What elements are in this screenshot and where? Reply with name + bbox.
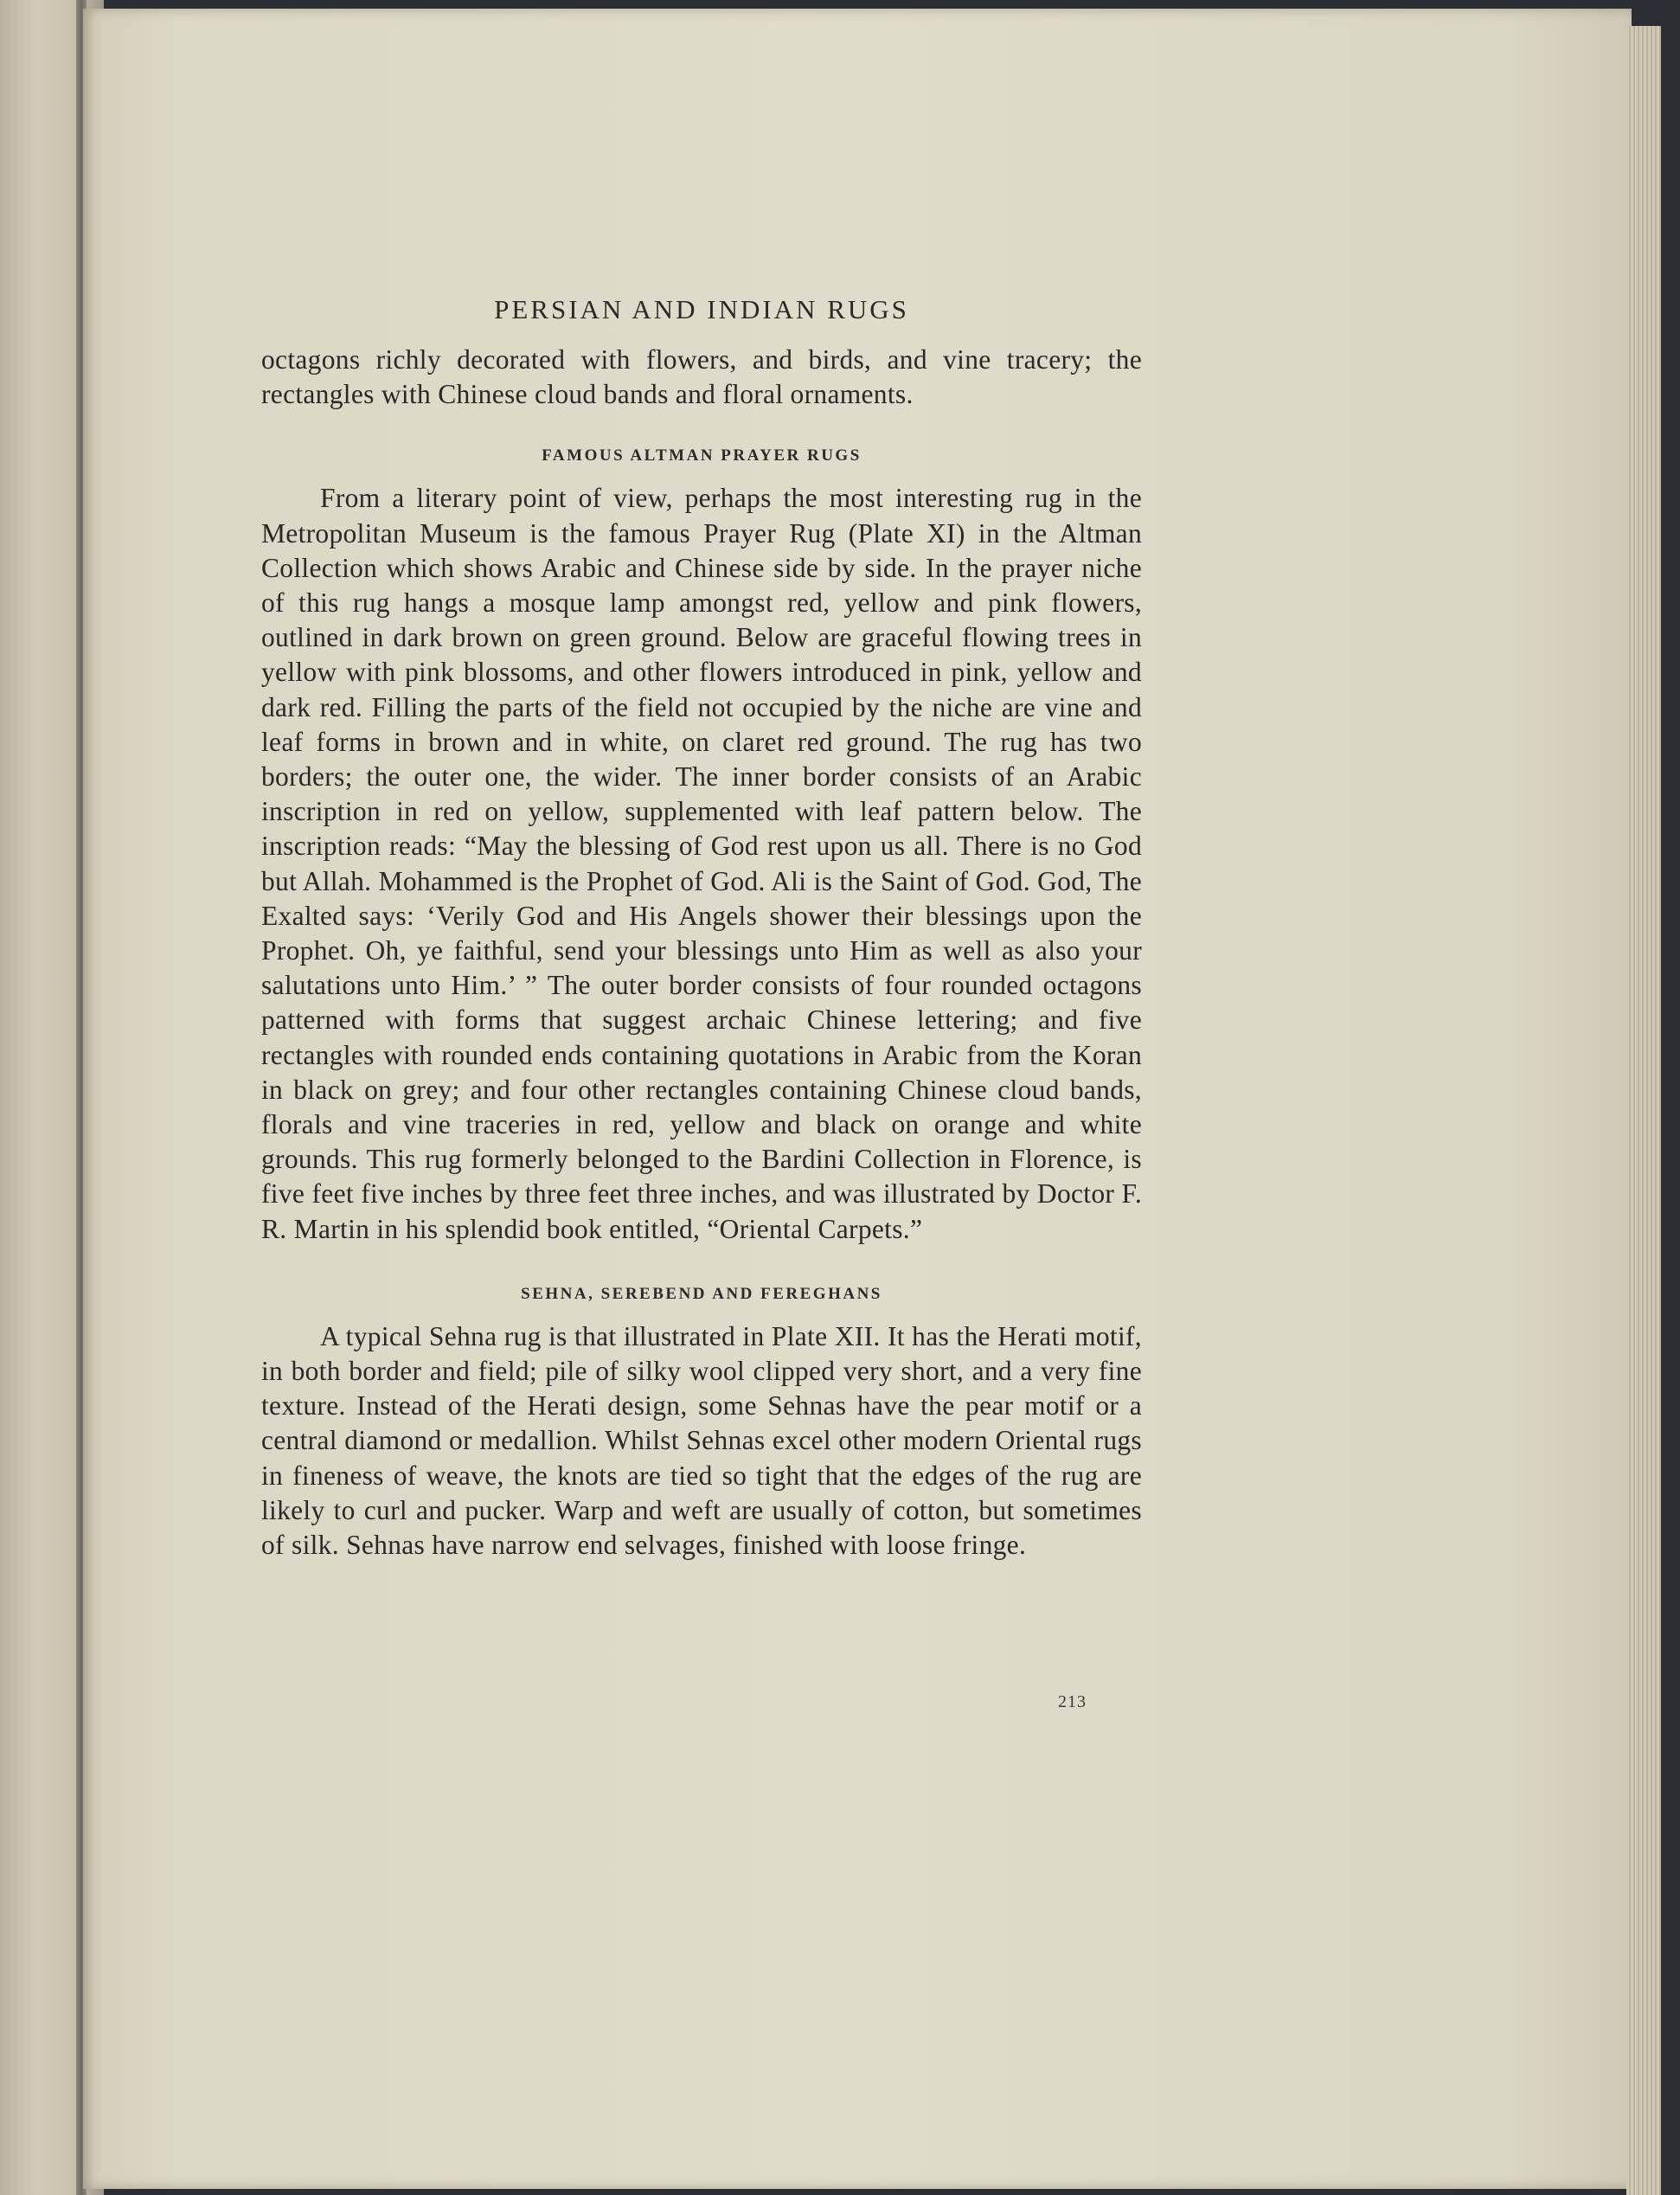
section-heading-altman: FAMOUS ALTMAN PRAYER RUGS: [542, 446, 862, 465]
running-head: PERSIAN AND INDIAN RUGS: [494, 294, 909, 324]
section-heading-sehna: SEHNA, SEREBEND AND FEREGHANS: [521, 1284, 882, 1303]
paragraph-sehna: A typical Sehna rug is that illustrated in Plate XII. It has the Herati motif, in both border and field; pile of silky wool clipped very short, and a very fine texture. Instead of the Herati design, some Sehnas have the pear motif or a central diamond or medallion. Whilst Sehnas excel other modern Oriental rugs in fineness of weave, the knots are tied so tight that the edges of the rug are likely to curl and pucker. Warp and weft are usually of cotton, but sometimes of silk. Sehnas have narrow end selvages, finished with loose fringe.: [261, 1320, 1142, 1561]
opening-paragraph: octagons richly decorated with flowers, and birds, and vine tracery; the rectangles with Chinese cloud bands and floral ornaments.: [261, 344, 1142, 410]
paragraph-altman-prayer-rug: From a literary point of view, perhaps the most interesting rug in the Metropolitan Museum is the famous Prayer Rug (Plate XI) in the Altman Collection which shows Arabic and Chinese side by side. In the prayer niche of this rug hangs a mosque lamp amongst red, yellow and pink flowers, outlined in dark brown on green ground. Below are graceful flowing trees in yellow with pink blossoms, and other flowers introduced in pink, yellow and dark red. Filling the parts of the field not occupied by the niche are vine and leaf forms in brown and in white, on claret red ground. The rug has two borders; the outer one, the wider. The inner border consists of an Arabic inscription in red on yellow, supplemented with leaf pattern below. The inscription reads: “May the blessing of God rest upon us all. There is no God but Allah. Mohammed is the Prophet of God. Ali is the Saint of God. God, The Exalted says: ‘Verily God and His Angels shower their blessings upon the Prophet. Oh, ye faithful, send your blessings unto Him as well as also your salutations unto Him.’ ” The outer border consists of four rounded octagons patterned with forms that suggest archaic Chinese lettering; and five rectangles with rounded ends containing quotations in Arabic from the Koran in black on grey; and four other rectangles containing Chinese cloud bands, florals and vine traceries in red, yellow and black on orange and white grounds. This rug formerly belonged to the Bardini Collection in Florence, is five feet five inches by three feet three inches, and was illustrated by Doctor F. R. Martin in his splendid book entitled, “Oriental Carpets.”: [261, 483, 1142, 1244]
text-column: [261, 343, 1142, 1563]
page-number: 213: [1058, 1692, 1087, 1711]
page-stack-edge: [1626, 26, 1661, 2195]
